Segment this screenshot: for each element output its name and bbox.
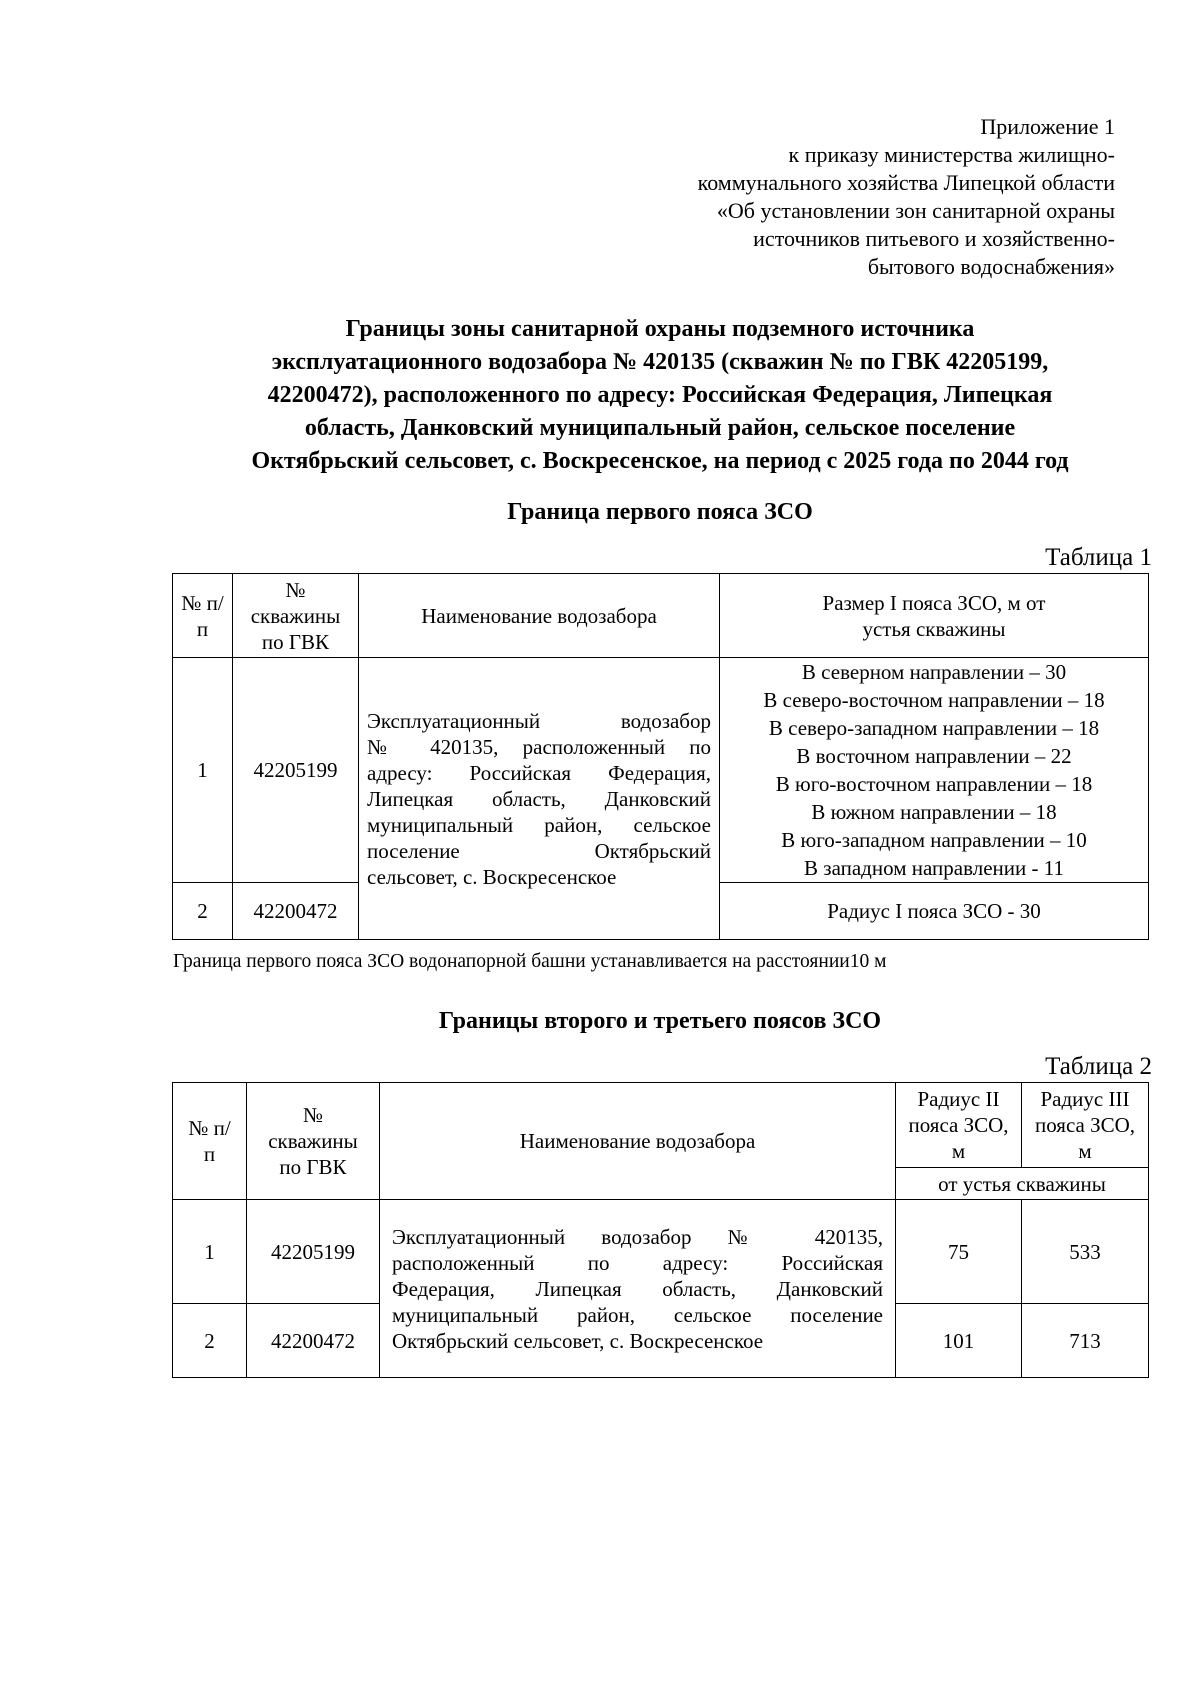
appendix-line: коммунального хозяйства Липецкой области [697,170,1115,195]
section1-heading: Граница первого пояса ЗСО [507,499,813,525]
intake-name [359,658,720,940]
intake-name-line: Эксплуатационный водозабор [367,708,711,733]
table1-label: Таблица 1 [1045,544,1152,571]
row-well: 42200472 [247,1304,380,1378]
header-well: № скважины по ГВК [247,1083,380,1200]
intake-name-line: сельсовет, с. Воскресенское [367,864,617,889]
table-row [173,1200,1149,1304]
zone1-table [172,573,1149,940]
appendix-line: Приложение 1 [980,114,1115,139]
intake-name [380,1200,896,1378]
intake-name-line: расположенный по адресу: Российская [392,1250,883,1275]
row-num: 1 [173,1200,247,1304]
intake-name-line: Липецкая область, Данковский [367,786,711,811]
table-header-row [173,1083,1149,1168]
radius-2-value: 101 [896,1304,1022,1378]
intake-name-line: № 420135, расположенный по [367,734,711,759]
intake-name-line: поселение Октябрьский [367,838,711,863]
header-num: № п/п [173,1083,247,1200]
row-well: 42205199 [233,658,359,883]
row-num: 1 [173,658,233,883]
intake-name-line: Эксплуатационный водозабор № 420135, [392,1224,883,1249]
row-num: 2 [173,883,233,940]
table-header-row [173,574,1149,658]
table-row [173,658,1149,883]
directions-cell [720,658,1149,883]
header-radius-3: Радиус III пояса ЗСО, м [1022,1083,1149,1168]
appendix-line: бытового водоснабжения» [867,254,1115,279]
header-from-wellhead: от устья скважины [896,1168,1149,1200]
radius-cell: Радиус I пояса ЗСО - 30 [720,883,1149,940]
header-name: Наименование водозабора [359,574,720,658]
radius-3-value: 533 [1022,1200,1149,1304]
row-num: 2 [173,1304,247,1378]
title-line: Октябрьский сельсовет, с. Воскресенское, на период с 2025 года по 2044 год [251,448,1069,474]
header-name: Наименование водозабора [380,1083,896,1200]
direction-item: В северо-восточном направлении – 18 [763,688,1105,712]
radius-2-value: 75 [896,1200,1022,1304]
header-num: № п/п [173,574,233,658]
header-well: № скважины по ГВК [233,574,359,658]
intake-name-line: адресу: Российская Федерация, [367,760,711,785]
radius-3-value: 713 [1022,1304,1149,1378]
table2-label: Таблица 2 [1045,1053,1152,1080]
title-line: область, Данковский муниципальный район, сельское поселение [304,415,1016,441]
title-line: эксплуатационного водозабора № 420135 (скважин № по ГВК 42205199, [271,349,1049,375]
appendix-header [595,113,1115,281]
direction-item: В юго-восточном направлении – 18 [775,772,1093,796]
appendix-line: источников питьевого и хозяйственно- [753,226,1115,251]
direction-item: В юго-западном направлении – 10 [781,828,1087,852]
section2-heading: Границы второго и третьего поясов ЗСО [438,1008,882,1034]
document-title [170,313,1150,478]
intake-name-line: Федерация, Липецкая область, Данковский [392,1276,883,1301]
intake-name-line: муниципальный район, сельское [367,812,711,837]
direction-item: В восточном направлении – 22 [796,744,1072,768]
direction-item: В западном направлении - 11 [804,856,1064,880]
header-radius-2: Радиус II пояса ЗСО, м [896,1083,1022,1168]
zone2-3-table [172,1082,1149,1378]
title-line: Границы зоны санитарной охраны подземного источника [345,316,975,342]
row-well: 42200472 [233,883,359,940]
title-line: 42200472), расположенного по адресу: Российская Федерация, Липецкая [267,382,1053,408]
intake-name-line: Октябрьский сельсовет, с. Воскресенское [392,1328,764,1353]
row-well: 42205199 [247,1200,380,1304]
intake-name-line: муниципальный район, сельское поселение [392,1302,883,1327]
appendix-line: «Об установлении зон санитарной охраны [716,198,1115,223]
direction-item: В северо-западном направлении – 18 [768,716,1100,740]
direction-item: В южном направлении – 18 [811,800,1057,824]
header-size: Размер I пояса ЗСО, м от устья скважины [720,574,1149,658]
direction-item: В северном направлении – 30 [801,660,1067,684]
appendix-line: к приказу министерства жилищно- [788,142,1115,167]
zone1-note: Граница первого пояса ЗСО водонапорной башни устанавливается на расстоянии10 м [173,951,887,972]
